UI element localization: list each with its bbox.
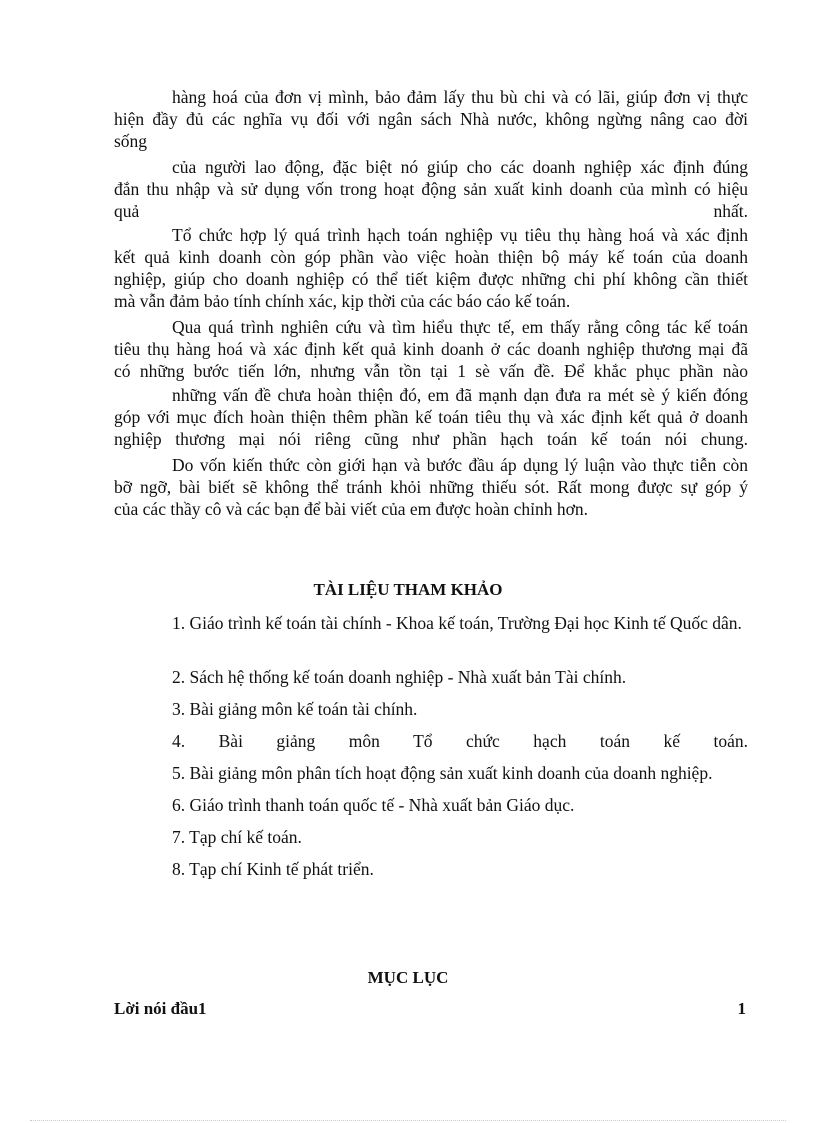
toc-entry-page: 1	[737, 999, 746, 1018]
text-line: mà vẫn đảm bảo tính chính xác, kịp thời của các báo cáo kế toán.	[114, 291, 571, 311]
body-paragraph	[114, 454, 748, 520]
reference-item: 7. Tạp chí kế toán.	[172, 827, 302, 847]
text-line: tiêu thụ hàng hoá và xác định kết quả kinh doanh ở các doanh nghiệp thương mại đã	[114, 339, 748, 359]
reference-item: 6. Giáo trình thanh toán quốc tế - Nhà xuất bản Giáo dục.	[172, 795, 575, 815]
text-line: của các thầy cô và các bạn để bài viết của em được hoàn chỉnh hơn.	[114, 499, 589, 519]
text-line: nghiệp thương mại nói riêng cũng như phần hạch toán kế toán nói chung.	[114, 429, 748, 449]
text-line: nghiệp, giúp cho doanh nghiệp có thể tiết kiệm được những chi phí không cần thiết	[114, 269, 748, 289]
body-paragraph	[114, 86, 748, 152]
text-line: kết quả kinh doanh còn góp phần vào việc hoàn thiện bộ máy kế toán của doanh	[114, 247, 748, 267]
toc-entry-label: Lời nói đầu1	[114, 999, 207, 1018]
text-line: có những bước tiến lớn, nhưng vẫn tồn tại 1 sè vấn đề. Để khắc phục phần nào	[114, 361, 748, 381]
text-line: sống	[114, 131, 148, 151]
text-line: Tổ chức hợp lý quá trình hạch toán nghiệp vụ tiêu thụ hàng hoá và xác định	[172, 225, 748, 245]
text-line: Do vốn kiến thức còn giới hạn và bước đầu áp dụng lý luận vào thực tiễn còn	[172, 455, 748, 475]
reference-item: 2. Sách hệ thống kế toán doanh nghiệp - Nhà xuất bản Tài chính.	[172, 667, 627, 687]
text-line: của người lao động, đặc biệt nó giúp cho các doanh nghiệp xác định đúng	[172, 157, 748, 177]
text-line: đắn thu nhập và sử dụng vốn trong hoạt động sản xuất kinh doanh của mình có hiệu	[114, 179, 748, 199]
reference-item: 4. Bài giảng môn Tổ chức hạch toán kế toán.	[172, 731, 748, 751]
toc-title: MỤC LỤC	[367, 968, 449, 987]
body-paragraph	[114, 384, 748, 450]
text-line: những vấn đề chưa hoàn thiện đó, em đã mạnh dạn đưa ra mét sè ý kiến đóng	[172, 385, 748, 405]
reference-item: 8. Tạp chí Kinh tế phát triển.	[172, 859, 374, 879]
text-line: bỡ ngỡ, bài biết sẽ không thể tránh khỏi những thiếu sót. Rất mong được sự góp ý	[114, 477, 748, 497]
text-line: quả nhất.	[114, 201, 748, 221]
reference-item: 3. Bài giảng môn kế toán tài chính.	[172, 699, 418, 719]
reference-item: 1. Giáo trình kế toán tài chính - Khoa kế toán, Trường Đại học Kinh tế Quốc dân.	[172, 613, 742, 633]
body-paragraph	[114, 316, 748, 382]
text-line: hàng hoá của đơn vị mình, bảo đảm lấy thu bù chi và có lãi, giúp đơn vị thực	[172, 87, 748, 107]
references-title: TÀI LIỆU THAM KHẢO	[313, 580, 503, 599]
text-line: hiện đầy đủ các nghĩa vụ đối với ngân sách Nhà nước, không ngừng nâng cao đời	[114, 109, 748, 129]
body-paragraph	[114, 156, 748, 222]
page-bottom-divider	[30, 1120, 786, 1121]
text-line: góp với mục đích hoàn thiện thêm phần kế toán tiêu thụ và xác định kết quả ở doanh	[114, 407, 748, 427]
text-line: Qua quá trình nghiên cứu và tìm hiểu thực tế, em thấy rằng công tác kế toán	[172, 317, 748, 337]
reference-item: 5. Bài giảng môn phân tích hoạt động sản xuất kinh doanh của doanh nghiệp.	[172, 763, 713, 783]
body-paragraph	[114, 224, 748, 312]
